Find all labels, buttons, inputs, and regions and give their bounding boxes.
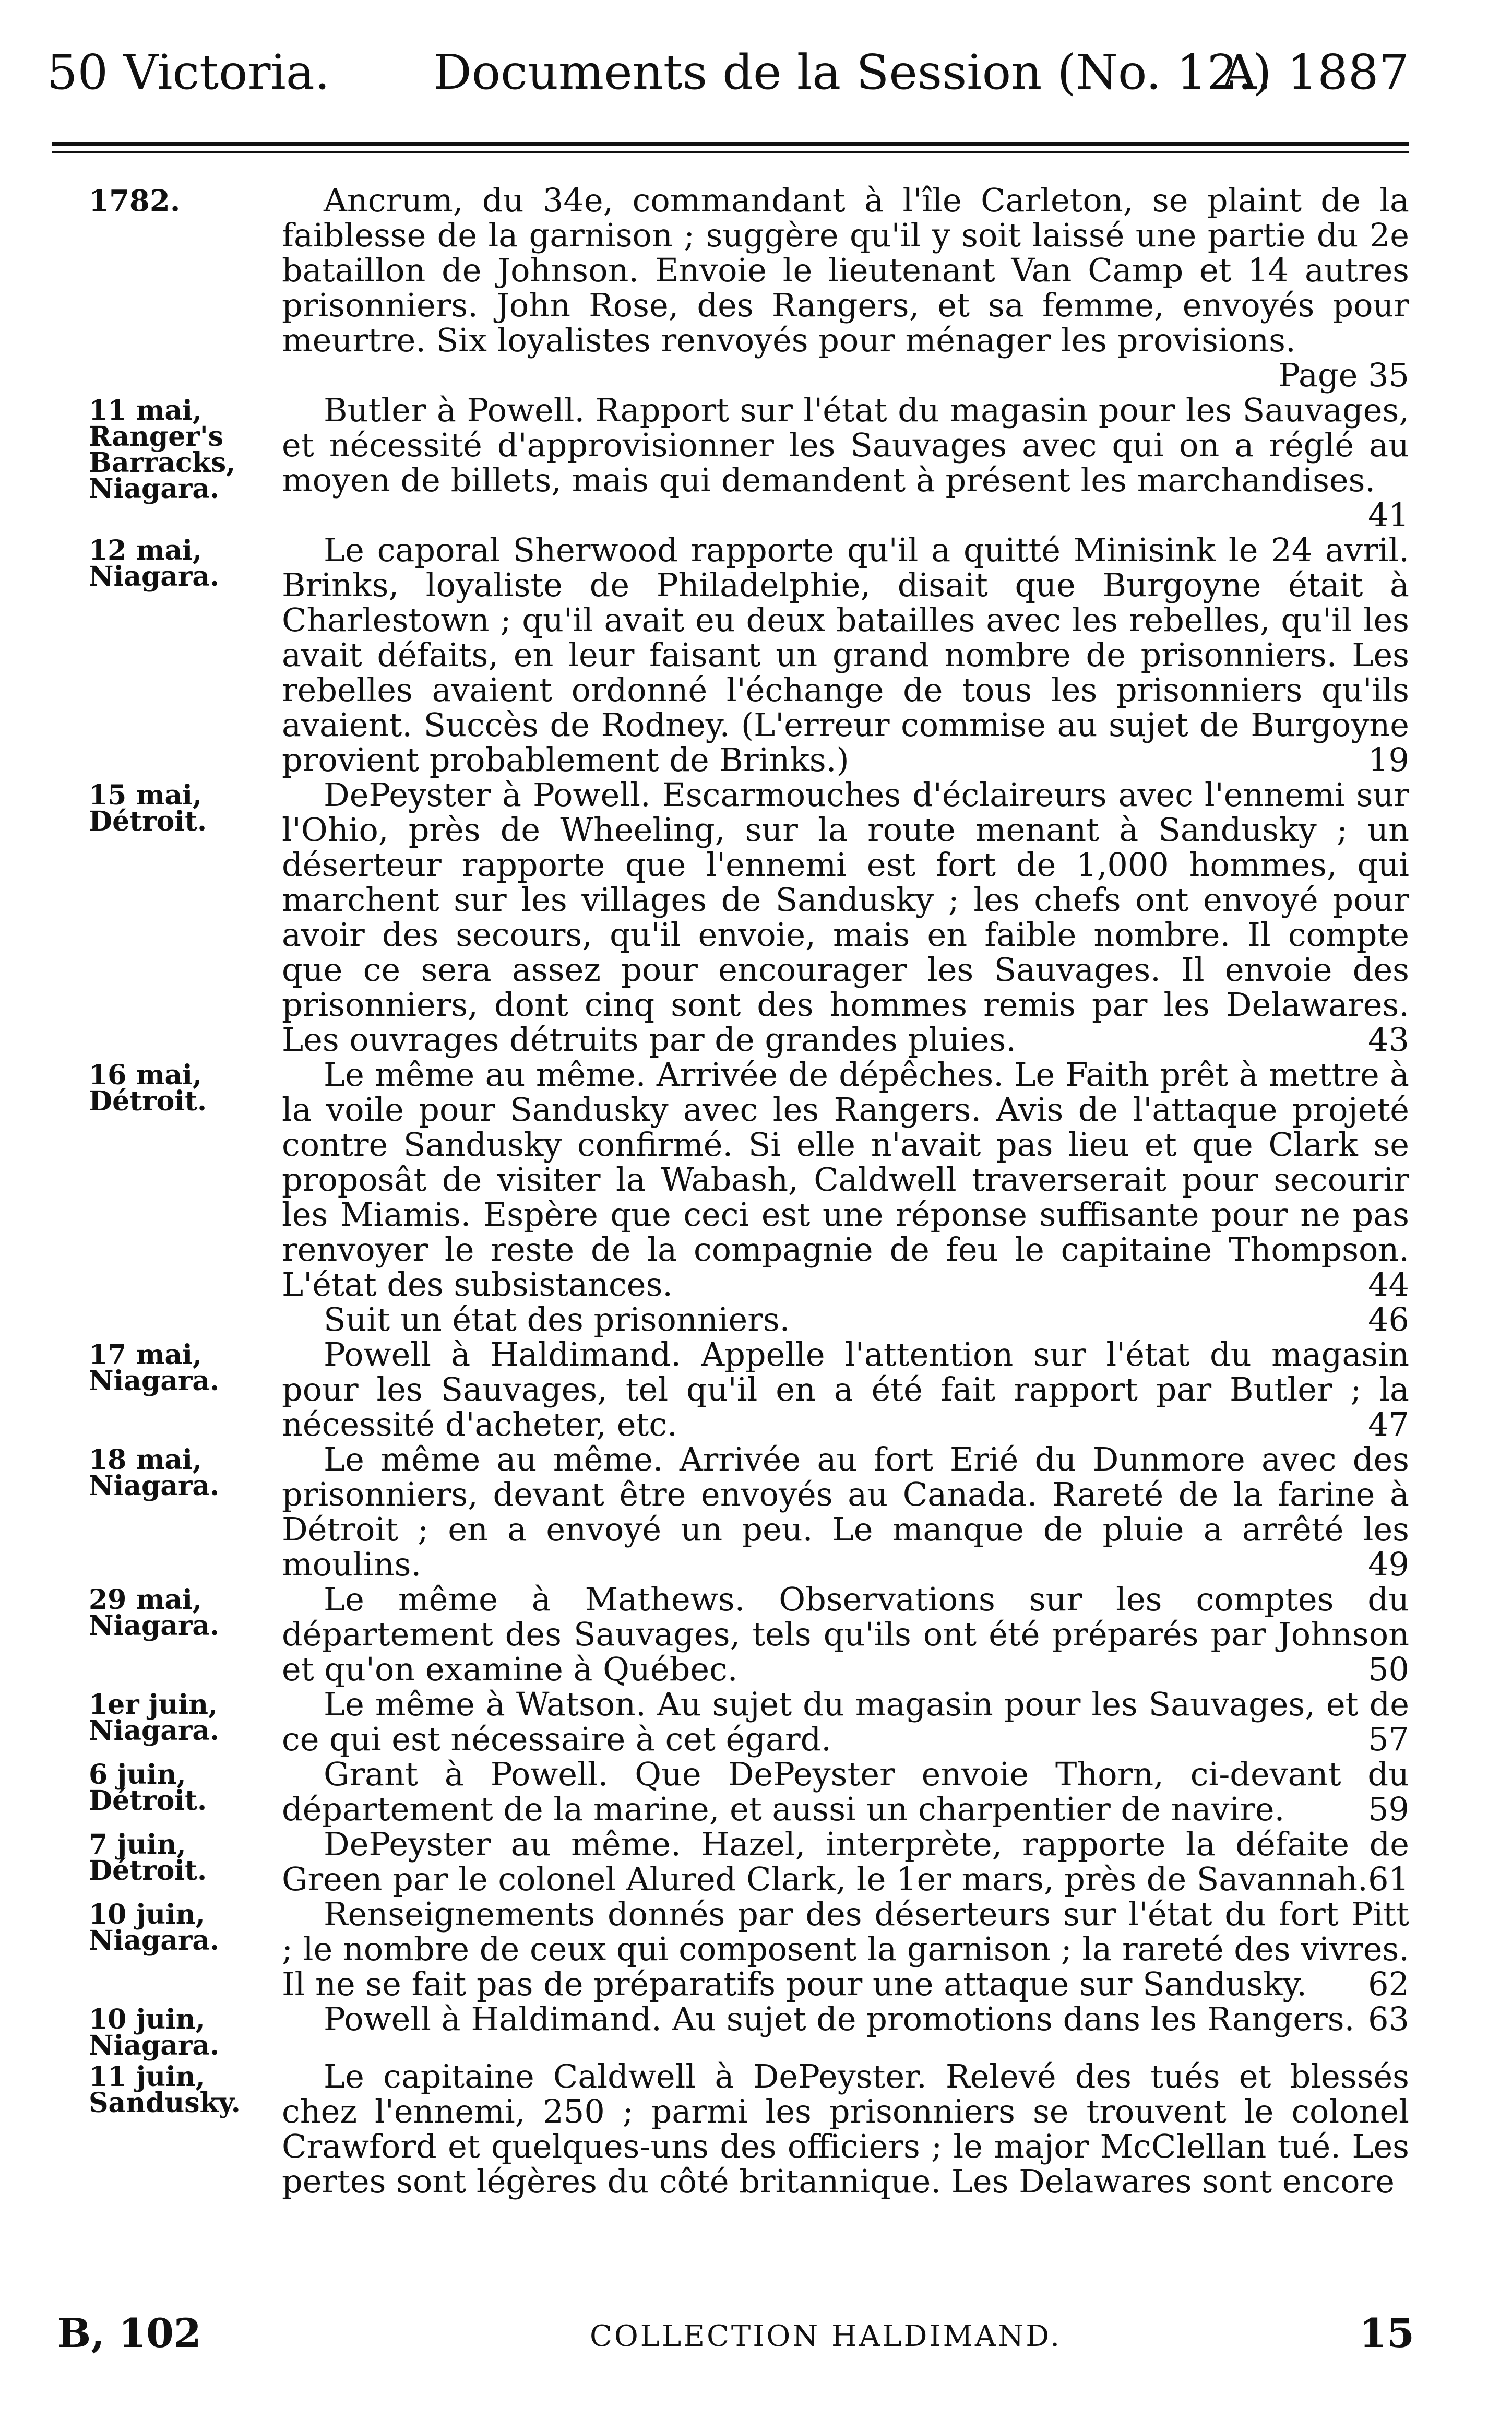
- header-rule-thin: [52, 151, 1409, 153]
- entry-page: 43: [1368, 1021, 1409, 1059]
- entry: [0, 1897, 1512, 2001]
- entry: [0, 183, 1512, 393]
- entry-page: 50: [1368, 1650, 1409, 1688]
- page-header: [47, 44, 1409, 107]
- entry-text: Le caporal Sherwood rapporte qu'il a quitté Minisink le 24 avril. Brinks, loyaliste de Philadelphie, disait que Burgoyne était à Charlestown ; qu'il avait eu deux batailles avec les rebelles, qu'il les avait défaits, en leur faisant un grand nombre de prisonniers. Les rebelles avaient ordonné l'échange de tous les prisonniers qu'ils avaient. Succès de Rodney. (L'erreur commise au sujet de Burgoyne provient probablement de Brinks.): [282, 531, 1409, 779]
- entry-text: Le même au même. Arrivée de dépêches. Le Faith prêt à mettre à la voile pour Sandusky avec les Rangers. Avis de l'attaque projeté contre Sandusky confirmé. Si elle n'avait pas lieu et que Clark se proposât de visiter la Wabash, Caldwell traverserait pour secourir les Miamis. Espère que ceci est une réponse suffisante pour ne pas renvoyer le reste de la compagnie de feu le capitaine Thompson. L'état des subsistances.: [282, 1056, 1409, 1303]
- entry-page: Page 35: [1278, 356, 1409, 394]
- header-session-year: 50 Victoria.: [47, 44, 330, 100]
- footer-page-number: 15: [1359, 2310, 1414, 2356]
- entry-date: 1er juin, Niagara.: [89, 1689, 220, 1747]
- header-year: A. 1887: [1221, 44, 1409, 100]
- entry-text-block: [282, 1687, 1409, 1757]
- entry-text: Powell à Haldimand. Au sujet de promotions dans les Rangers.: [324, 2000, 1355, 2038]
- entry-date: 17 mai, Niagara.: [89, 1339, 220, 1397]
- entry-text-block: [282, 2001, 1409, 2059]
- entry-text: DePeyster au même. Hazel, interprète, rapporte la défaite de Green par le colonel Alured Clark, le 1er mars, près de Savannah.: [282, 1825, 1409, 1898]
- entry-page: 61: [1368, 1860, 1409, 1898]
- entry-text-block: [282, 1337, 1409, 1442]
- entry: [0, 1582, 1512, 1687]
- entry-text-block: [282, 1757, 1409, 1827]
- entry-page: 63: [1368, 2000, 1409, 2038]
- entry-text-block: [282, 1582, 1409, 1687]
- entry: [0, 1337, 1512, 1442]
- entry-text: Le même au même. Arrivée au fort Erié du Dunmore avec des prisonniers, devant être envoyés au Canada. Rareté de la farine à Détroit ; en a envoyé un peu. Le manque de pluie a arrêté les moulins.: [282, 1440, 1409, 1583]
- entry-date: 1782.: [89, 184, 181, 218]
- entry: [0, 2001, 1512, 2059]
- entry-text: Ancrum, du 34e, commandant à l'île Carleton, se plaint de la faiblesse de la garnison ; suggère qu'il y soit laissé une partie du 2e bataillon de Johnson. Envoie le lieutenant Van Camp et 14 autres prisonniers. John Rose, des Rangers, et sa femme, envoyés pour meurtre. Six loyalistes renvoyés pour ménager les provisions.: [282, 181, 1409, 359]
- entry-date: 16 mai, Détroit.: [89, 1059, 207, 1117]
- header-title: Documents de la Session (No. 12.): [433, 44, 1272, 100]
- page-footer: [57, 2310, 1414, 2367]
- entry-page: 57: [1368, 1720, 1409, 1758]
- entry-page: 62: [1368, 1965, 1409, 2003]
- header-rule-thick: [52, 142, 1409, 146]
- entry-date: 12 mai, Niagara.: [89, 535, 220, 592]
- entry-text-block: [282, 183, 1409, 393]
- entry-text-block: [282, 1897, 1409, 2001]
- entry-text-block: [282, 1442, 1409, 1582]
- entry: [0, 393, 1512, 532]
- entry-text: Powell à Haldimand. Appelle l'attention sur l'état du magasin pour les Sauvages, tel qu'il en a été fait rapport par Butler ; la nécessité d'acheter, etc.: [282, 1335, 1409, 1443]
- footer-archive-ref: B, 102: [57, 2310, 201, 2356]
- entry-text: Le capitaine Caldwell à DePeyster. Relevé des tués et blessés chez l'ennemi, 250 ; parmi les prisonniers se trouvent le colonel Crawford et quelques-uns des officiers ; le major McClellan tué. Les pertes sont légères du côté britannique. Les Delawares sont encore: [282, 2057, 1409, 2200]
- entry-date: 15 mai, Détroit.: [89, 779, 207, 837]
- entry-page: 41: [1368, 496, 1409, 534]
- footer-collection-title: COLLECTION HALDIMAND.: [590, 2319, 1062, 2353]
- entry-text-block: [282, 1057, 1409, 1302]
- entry: [0, 1057, 1512, 1302]
- entry-date: [0, 1302, 219, 1337]
- entry-text: Suit un état des prisonniers.: [324, 1300, 790, 1338]
- entry-text-block: [282, 393, 1409, 532]
- entry-text: Grant à Powell. Que DePeyster envoie Thorn, ci-devant du département de la marine, et aussi un charpentier de navire.: [282, 1755, 1409, 1828]
- entry-date: 18 mai, Niagara.: [89, 1444, 220, 1502]
- entry-text-block: [282, 777, 1409, 1057]
- entry-date: 11 juin, Sandusky.: [89, 2061, 241, 2119]
- entry-date: 29 mai, Niagara.: [89, 1584, 220, 1642]
- entry-text-block: [282, 1827, 1409, 1897]
- entry: [0, 1302, 1512, 1337]
- entry-page: 19: [1368, 741, 1409, 779]
- entry-text: Le même à Mathews. Observations sur les comptes du département des Sauvages, tels qu'ils ont été préparés par Johnson et qu'on examine à Québec.: [282, 1580, 1409, 1688]
- entry-page: 49: [1368, 1545, 1409, 1583]
- entry: [0, 1687, 1512, 1757]
- entry-text-block: [282, 2059, 1409, 2199]
- entry-text-block: [282, 1302, 1409, 1337]
- entry-date: 6 juin, Détroit.: [89, 1759, 207, 1817]
- entry-text: Le même à Watson. Au sujet du magasin pour les Sauvages, et de ce qui est nécessaire à cet égard.: [282, 1685, 1409, 1758]
- entry: [0, 1442, 1512, 1582]
- entry-page: 46: [1368, 1300, 1409, 1338]
- entry: [0, 777, 1512, 1057]
- entry: [0, 1827, 1512, 1897]
- entry-text: DePeyster à Powell. Escarmouches d'éclaireurs avec l'ennemi sur l'Ohio, près de Wheeling, sur la route menant à Sandusky ; un déserteur rapporte que l'ennemi est fort de 1,000 hommes, qui marchent sur les villages de Sandusky ; les chefs ont envoyé pour avoir des secours, qu'il envoie, mais en faible nombre. Il compte que ce sera assez pour encourager les Sauvages. Il envoie des prisonniers, dont cinq sont des hommes remis par les Delawares. Les ouvrages détruits par de grandes pluies.: [282, 776, 1409, 1059]
- entry-page: 44: [1368, 1265, 1409, 1303]
- entry-date: 7 juin, Détroit.: [89, 1829, 207, 1887]
- entry: [0, 1757, 1512, 1827]
- entry-page: 47: [1368, 1405, 1409, 1443]
- entry-date: 10 juin, Niagara.: [89, 2004, 220, 2061]
- entry-text-block: [282, 532, 1409, 777]
- calendar-entries: [0, 183, 1512, 2199]
- entry-date: 10 juin, Niagara.: [89, 1899, 220, 1957]
- entry-text: Butler à Powell. Rapport sur l'état du magasin pour les Sauvages, et nécessité d'approvisionner les Sauvages avec qui on a réglé au moyen de billets, mais qui demandent à présent les marchandises.: [282, 391, 1409, 499]
- entry-text: Renseignements donnés par des déserteurs sur l'état du fort Pitt ; le nombre de ceux qui composent la garnison ; la rareté des vivres. Il ne se fait pas de préparatifs pour une attaque sur Sandusky.: [282, 1895, 1409, 2003]
- entry-page: 59: [1368, 1790, 1409, 1828]
- entry: [0, 532, 1512, 777]
- entry-date: 11 mai, Ranger's Barracks, Niagara.: [89, 395, 236, 505]
- entry: [0, 2059, 1512, 2199]
